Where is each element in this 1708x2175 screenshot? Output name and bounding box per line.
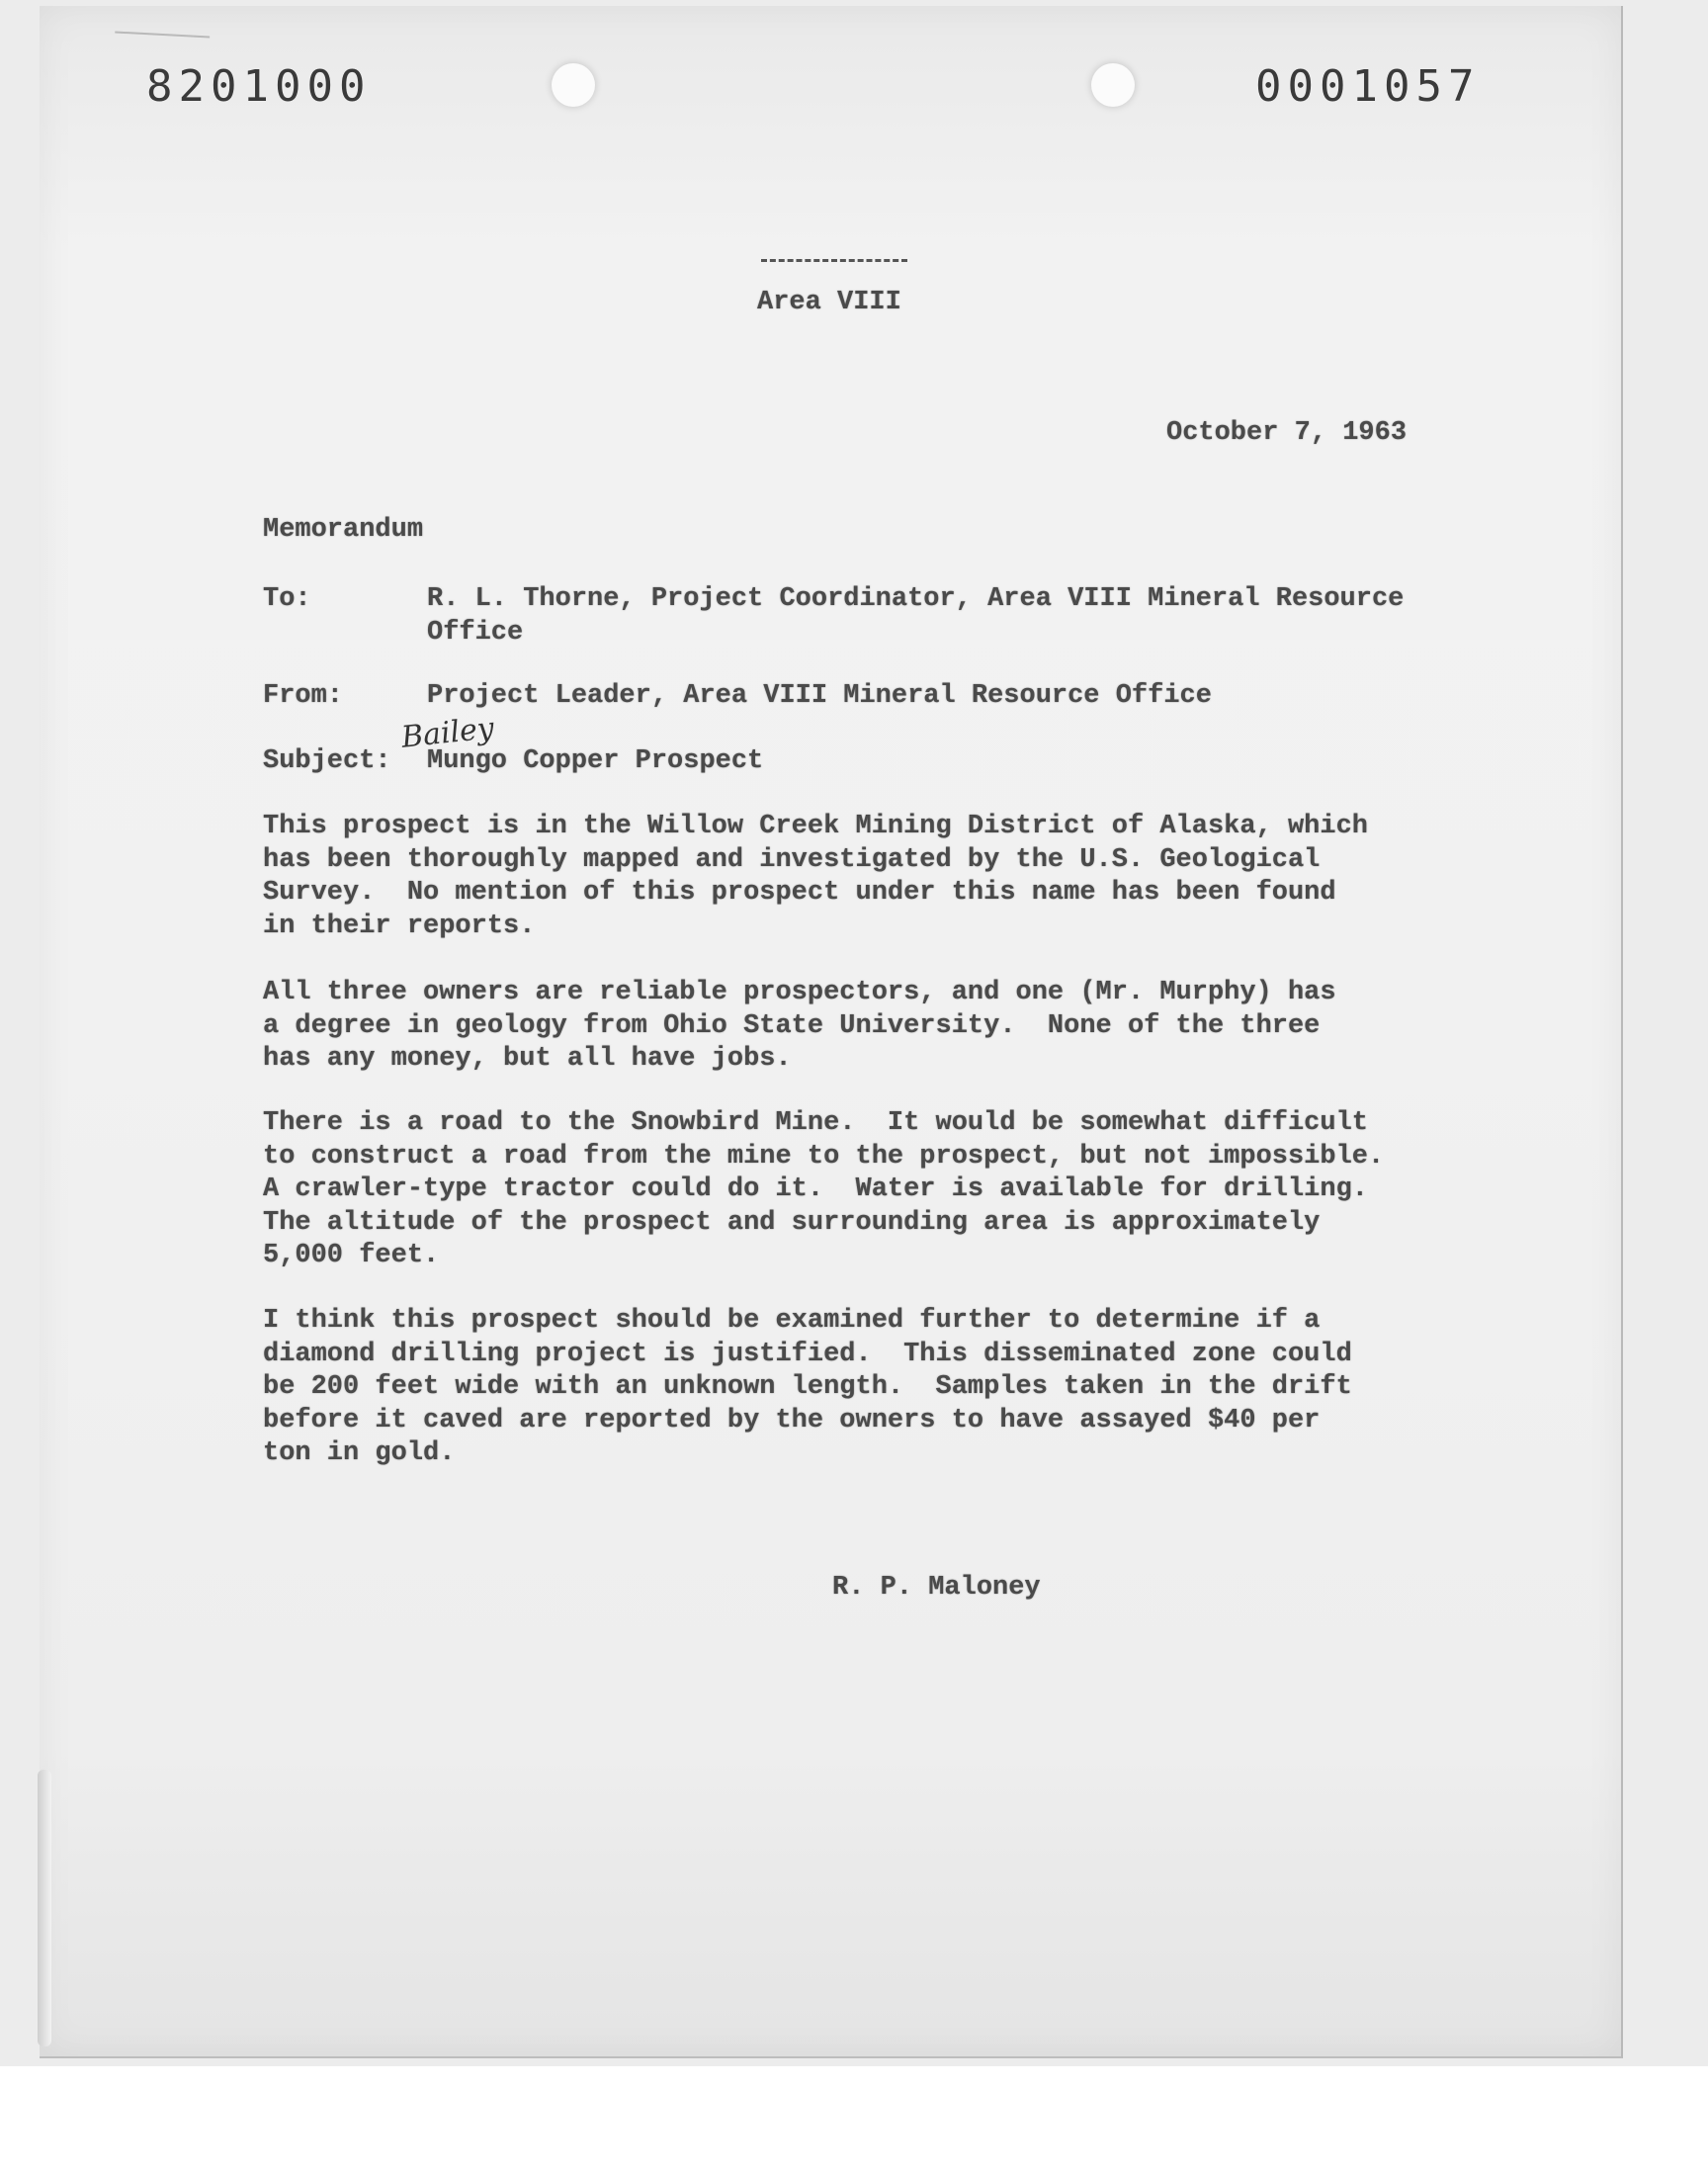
paragraph-line: I think this prospect should be examined further to determine if a [263,1306,1321,1336]
paragraph-line: There is a road to the Snowbird Mine. It would be somewhat difficult [263,1108,1368,1138]
paragraph-access [263,1107,1429,1273]
paragraph-line: be 200 feet wide with an unknown length. Samples taken in the drift [263,1372,1352,1402]
paragraph-owners [263,977,1429,1077]
paragraph-line: in their reports. [263,911,536,941]
pencil-mark [115,31,210,45]
paragraph-line: has been thoroughly mapped and investigated by the U.S. Geological [263,844,1321,875]
paragraph-line: has any money, but all have jobs. [263,1044,792,1074]
paragraph-line: A crawler-type tractor could do it. Water is available for drilling. [263,1174,1368,1204]
paragraph-line: before it caved are reported by the owners to have assayed $40 per [263,1405,1321,1436]
to-label: To: [263,584,311,614]
punch-hole-left [552,63,595,107]
document-number-right: 0001057 [1255,61,1481,112]
paragraph-line: to construct a road from the mine to the prospect, but not impossible. [263,1141,1385,1172]
paragraph-location [263,811,1429,943]
subject-value: Mungo Copper Prospect [427,746,764,776]
paragraph-line: a degree in geology from Ohio State University. None of the three [263,1010,1321,1041]
to-value: R. L. Thorne, Project Coordinator, Area VIII Mineral Resource Office [427,584,1405,648]
subject-label: Subject: [263,746,391,776]
memo-date: October 7, 1963 [1166,418,1408,448]
area-title: Area VIII [757,288,901,317]
document-number-left: 8201000 [146,61,372,112]
paragraph-line: diamond drilling project is justified. This disseminated zone could [263,1339,1352,1369]
paragraph-line: 5,000 feet. [263,1241,440,1270]
paragraph-line: ton in gold. [263,1438,456,1468]
handwritten-annotation: Bailey [399,711,496,755]
paragraph-line: This prospect is in the Willow Creek Mining District of Alaska, which [263,812,1368,841]
page-fold-edge [38,1770,51,2046]
signature-name: R. P. Maloney [832,1573,1041,1603]
header-rule [761,259,907,262]
paragraph-line: Survey. No mention of this prospect under this name has been found [263,878,1336,908]
paragraph-recommendation [263,1305,1429,1471]
paragraph-line: All three owners are reliable prospectors, and one (Mr. Murphy) has [263,978,1336,1007]
paragraph-line: The altitude of the prospect and surrounding area is approximately [263,1207,1321,1238]
from-label: From: [263,681,344,711]
memo-heading: Memorandum [263,515,424,545]
punch-hole-right [1091,63,1135,107]
from-value: Project Leader, Area VIII Mineral Resource Office [427,681,1212,711]
